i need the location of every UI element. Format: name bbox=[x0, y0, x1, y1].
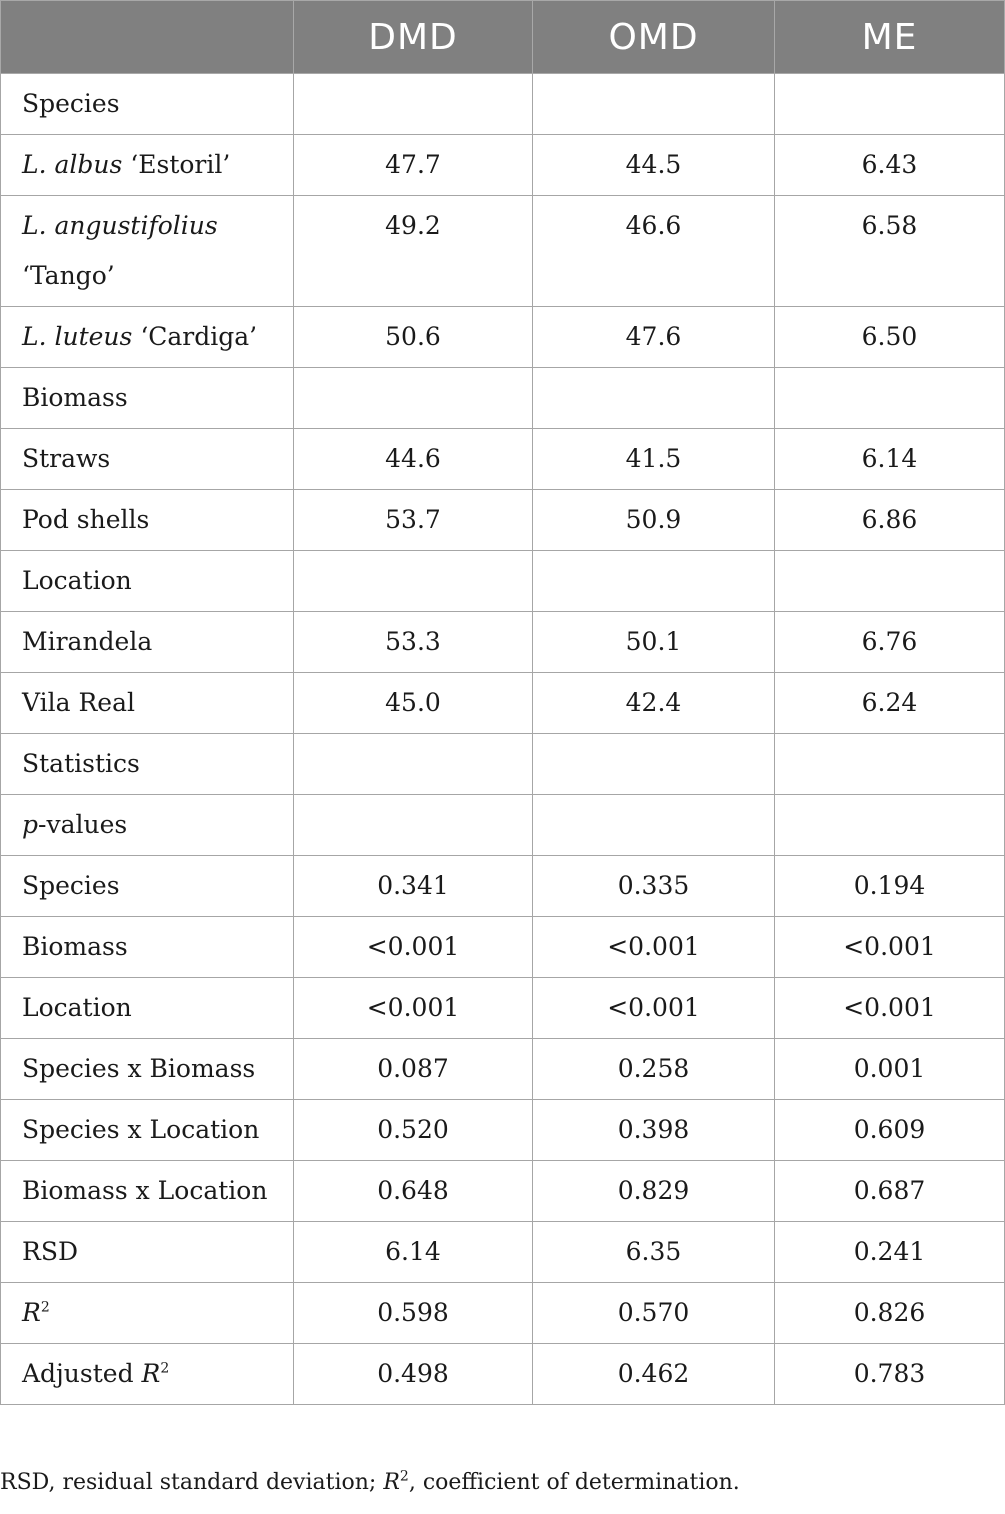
cell-omd: 42.4 bbox=[533, 673, 775, 734]
cell-dmd bbox=[294, 368, 533, 429]
row-label bbox=[1, 1344, 294, 1405]
header-dmd: DMD bbox=[294, 1, 533, 74]
cell-me: 6.86 bbox=[775, 490, 1005, 551]
cell-dmd: 0.520 bbox=[294, 1100, 533, 1161]
cell-me: 6.14 bbox=[775, 429, 1005, 490]
cell-omd: 0.398 bbox=[533, 1100, 775, 1161]
cell-dmd bbox=[294, 551, 533, 612]
cell-omd: 50.1 bbox=[533, 612, 775, 673]
footnote-r-symbol: R bbox=[383, 1470, 400, 1495]
table-row bbox=[1, 490, 1005, 551]
cultivar-name: ‘Tango’ bbox=[22, 261, 115, 290]
header-me: ME bbox=[775, 1, 1005, 74]
cell-omd: 6.35 bbox=[533, 1222, 775, 1283]
table-row bbox=[1, 74, 1005, 135]
species-name: L. albus bbox=[22, 150, 123, 179]
cell-dmd: <0.001 bbox=[294, 917, 533, 978]
row-label bbox=[1, 196, 294, 307]
cell-omd bbox=[533, 734, 775, 795]
cell-me: 0.001 bbox=[775, 1039, 1005, 1100]
cell-dmd: 6.14 bbox=[294, 1222, 533, 1283]
header-omd: OMD bbox=[533, 1, 775, 74]
row-label: Species bbox=[1, 74, 294, 135]
cell-omd: 50.9 bbox=[533, 490, 775, 551]
cell-dmd bbox=[294, 795, 533, 856]
p-symbol: p bbox=[22, 810, 39, 839]
cell-omd: <0.001 bbox=[533, 917, 775, 978]
row-label: Species x Biomass bbox=[1, 1039, 294, 1100]
table-row bbox=[1, 734, 1005, 795]
row-label: Straws bbox=[1, 429, 294, 490]
row-label: Pod shells bbox=[1, 490, 294, 551]
table-row bbox=[1, 429, 1005, 490]
cell-omd: 0.570 bbox=[533, 1283, 775, 1344]
cell-me bbox=[775, 551, 1005, 612]
cell-dmd: 45.0 bbox=[294, 673, 533, 734]
table-row bbox=[1, 1344, 1005, 1405]
cell-me: 6.24 bbox=[775, 673, 1005, 734]
footnote-text-1: RSD, residual standard deviation; bbox=[0, 1470, 384, 1495]
table-row bbox=[1, 135, 1005, 196]
table-row bbox=[1, 368, 1005, 429]
cell-dmd: 0.498 bbox=[294, 1344, 533, 1405]
row-label bbox=[1, 135, 294, 196]
cell-me: 0.826 bbox=[775, 1283, 1005, 1344]
cultivar-name: ‘Cardiga’ bbox=[132, 322, 258, 351]
row-label: Biomass bbox=[1, 917, 294, 978]
table-row bbox=[1, 978, 1005, 1039]
cell-me bbox=[775, 734, 1005, 795]
row-label bbox=[1, 1283, 294, 1344]
table-footnote bbox=[0, 1470, 740, 1495]
cell-me: 0.194 bbox=[775, 856, 1005, 917]
table-row bbox=[1, 551, 1005, 612]
cell-dmd: 50.6 bbox=[294, 307, 533, 368]
row-label: Mirandela bbox=[1, 612, 294, 673]
cell-me: 6.58 bbox=[775, 196, 1005, 307]
cell-dmd: 0.648 bbox=[294, 1161, 533, 1222]
footnote-r-superscript: 2 bbox=[399, 1468, 409, 1485]
cell-dmd bbox=[294, 734, 533, 795]
p-values-text: -values bbox=[38, 810, 128, 839]
cell-omd bbox=[533, 74, 775, 135]
row-label: Biomass bbox=[1, 368, 294, 429]
table-row bbox=[1, 1283, 1005, 1344]
row-label: Statistics bbox=[1, 734, 294, 795]
cell-me bbox=[775, 74, 1005, 135]
table-row bbox=[1, 673, 1005, 734]
cell-dmd: 0.598 bbox=[294, 1283, 533, 1344]
row-label: Species bbox=[1, 856, 294, 917]
cell-me bbox=[775, 795, 1005, 856]
header-blank bbox=[1, 1, 294, 74]
row-label: Location bbox=[1, 551, 294, 612]
cell-dmd: 0.087 bbox=[294, 1039, 533, 1100]
cell-me: <0.001 bbox=[775, 978, 1005, 1039]
cell-omd: 41.5 bbox=[533, 429, 775, 490]
table-row bbox=[1, 612, 1005, 673]
cell-me: 6.76 bbox=[775, 612, 1005, 673]
table-row bbox=[1, 1100, 1005, 1161]
table-row bbox=[1, 1039, 1005, 1100]
cell-me: <0.001 bbox=[775, 917, 1005, 978]
table-row bbox=[1, 856, 1005, 917]
r-superscript: 2 bbox=[160, 1360, 170, 1377]
table-row bbox=[1, 1161, 1005, 1222]
cell-omd: 0.335 bbox=[533, 856, 775, 917]
cell-dmd bbox=[294, 74, 533, 135]
cell-omd: 47.6 bbox=[533, 307, 775, 368]
cell-omd bbox=[533, 551, 775, 612]
species-name: L. luteus bbox=[22, 322, 133, 351]
r-symbol: R bbox=[22, 1298, 41, 1327]
cell-omd: 46.6 bbox=[533, 196, 775, 307]
table-row bbox=[1, 196, 1005, 307]
row-label bbox=[1, 307, 294, 368]
table-row bbox=[1, 1222, 1005, 1283]
cell-omd: 0.829 bbox=[533, 1161, 775, 1222]
cell-me: 0.241 bbox=[775, 1222, 1005, 1283]
cell-me: 0.687 bbox=[775, 1161, 1005, 1222]
footnote-text-2: , coefficient of determination. bbox=[408, 1470, 740, 1495]
row-label: Vila Real bbox=[1, 673, 294, 734]
cell-dmd: 53.3 bbox=[294, 612, 533, 673]
row-label: RSD bbox=[1, 1222, 294, 1283]
cell-dmd: 49.2 bbox=[294, 196, 533, 307]
r-symbol: R bbox=[141, 1359, 161, 1388]
cell-omd: <0.001 bbox=[533, 978, 775, 1039]
cell-dmd: <0.001 bbox=[294, 978, 533, 1039]
table-row bbox=[1, 795, 1005, 856]
row-label bbox=[1, 795, 294, 856]
species-name: L. angustifolius bbox=[22, 211, 218, 240]
cell-me: 0.609 bbox=[775, 1100, 1005, 1161]
cell-dmd: 44.6 bbox=[294, 429, 533, 490]
cell-me: 6.50 bbox=[775, 307, 1005, 368]
cell-me bbox=[775, 368, 1005, 429]
row-label: Species x Location bbox=[1, 1100, 294, 1161]
table-row bbox=[1, 307, 1005, 368]
cell-omd: 0.462 bbox=[533, 1344, 775, 1405]
cell-omd bbox=[533, 795, 775, 856]
table-row bbox=[1, 917, 1005, 978]
cell-dmd: 0.341 bbox=[294, 856, 533, 917]
row-label: Location bbox=[1, 978, 294, 1039]
cell-dmd: 47.7 bbox=[294, 135, 533, 196]
row-label: Biomass x Location bbox=[1, 1161, 294, 1222]
cell-dmd: 53.7 bbox=[294, 490, 533, 551]
cell-omd: 44.5 bbox=[533, 135, 775, 196]
cell-me: 0.783 bbox=[775, 1344, 1005, 1405]
cell-me: 6.43 bbox=[775, 135, 1005, 196]
header-row bbox=[1, 1, 1005, 74]
cell-omd bbox=[533, 368, 775, 429]
cultivar-name: ‘Estoril’ bbox=[122, 150, 231, 179]
cell-omd: 0.258 bbox=[533, 1039, 775, 1100]
r-superscript: 2 bbox=[40, 1299, 50, 1316]
adjusted-text: Adjusted bbox=[22, 1359, 142, 1388]
